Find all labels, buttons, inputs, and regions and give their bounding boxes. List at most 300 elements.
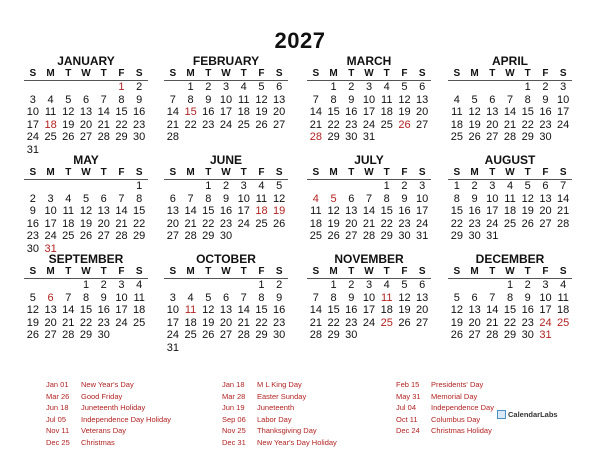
day-cell: 2 (205, 81, 212, 93)
week-row (164, 81, 288, 94)
day-cell: 26 (273, 217, 286, 230)
weekday-label: F (118, 266, 125, 277)
day-cell: 2 (276, 279, 283, 291)
month-august (448, 153, 572, 243)
day-cell: 7 (240, 291, 247, 304)
day-cell: 17 (44, 217, 57, 230)
day-cell: 14 (557, 192, 570, 205)
day-cell: 10 (362, 93, 376, 106)
day-cell: 17 (362, 106, 376, 118)
weekday-label: S (312, 266, 320, 277)
weekday-label: T (383, 68, 390, 79)
weekday-label: M (470, 68, 479, 79)
holiday-name: Veterans Day (81, 426, 127, 435)
day-cell: 17 (219, 106, 233, 118)
day-cell: 7 (187, 192, 194, 205)
day-cell: 7 (100, 93, 107, 106)
day-cell: 21 (309, 316, 322, 329)
day-cell: 3 (118, 279, 125, 291)
weekday-header (24, 167, 148, 180)
day-cell: 27 (273, 118, 286, 131)
day-cell: 17 (166, 316, 179, 329)
weekday-header (164, 266, 288, 279)
day-cell: 24 (362, 118, 376, 131)
day-cell: 1 (187, 81, 194, 93)
day-cell: 25 (380, 316, 393, 329)
day-cell: 14 (237, 304, 250, 316)
weekday-label: F (401, 68, 408, 79)
day-cell: 3 (240, 180, 247, 192)
day-cell: 6 (276, 81, 283, 93)
day-cell: 7 (489, 291, 496, 304)
day-cell: 29 (380, 230, 393, 242)
weekday-label: W (81, 266, 91, 277)
month-name: DECEMBER (475, 252, 545, 266)
empty-cell (253, 342, 271, 355)
day-cell: 29 (327, 131, 340, 143)
day-cell: 12 (202, 304, 215, 316)
weekday-label: S (275, 167, 283, 178)
weekday-label: W (505, 266, 515, 277)
day-cell: 19 (327, 217, 340, 230)
empty-cell (235, 342, 253, 355)
empty-cell (448, 279, 466, 292)
weekday-label: F (258, 167, 265, 178)
holiday-date: Dec 31 (222, 437, 246, 447)
week-row (307, 106, 431, 119)
day-cell: 11 (184, 304, 197, 316)
day-cell: 20 (416, 106, 429, 118)
weekday-header (164, 68, 288, 81)
day-cell: 7 (65, 291, 72, 304)
day-cell: 17 (26, 118, 39, 131)
empty-cell (483, 279, 501, 292)
week-row (307, 329, 431, 342)
day-cell: 1 (524, 81, 531, 93)
day-cell: 7 (365, 192, 373, 205)
day-cell: 18 (309, 217, 322, 230)
month-april (448, 54, 572, 144)
day-cell: 24 (115, 316, 128, 329)
week-row (307, 131, 431, 144)
holiday-item (46, 402, 221, 414)
day-cell: 4 (240, 81, 247, 93)
holiday-name: Independence Day (431, 403, 494, 412)
day-cell: 10 (44, 205, 57, 217)
weekday-label: F (401, 266, 408, 277)
day-cell: 3 (560, 81, 567, 93)
day-cell: 17 (539, 304, 552, 316)
empty-cell (342, 180, 360, 193)
empty-cell (217, 342, 235, 355)
day-cell: 19 (521, 205, 534, 217)
holiday-name: Presidents' Day (431, 380, 484, 389)
weekday-label: T (348, 68, 355, 79)
day-cell: 10 (237, 192, 250, 205)
day-cell: 8 (187, 93, 194, 106)
holiday-name: Juneteenth Holiday (81, 403, 146, 412)
day-cell: 22 (521, 118, 534, 131)
day-cell: 20 (539, 205, 552, 217)
empty-cell (396, 329, 414, 342)
week-row (24, 279, 148, 292)
weekday-label: T (65, 167, 72, 178)
day-cell: 16 (26, 217, 39, 230)
day-cell: 14 (184, 205, 197, 217)
day-cell: 5 (258, 81, 265, 93)
day-cell: 12 (255, 93, 268, 106)
day-cell: 12 (273, 192, 286, 205)
week-row (307, 218, 431, 231)
day-cell: 28 (115, 230, 128, 242)
day-cell: 23 (219, 217, 233, 230)
day-cell: 16 (133, 106, 146, 118)
day-cell: 27 (486, 131, 499, 143)
day-cell: 28 (362, 230, 376, 242)
day-cell: 28 (486, 329, 499, 341)
weekday-label: S (135, 68, 143, 79)
holiday-date: May 31 (396, 391, 421, 401)
day-cell: 2 (29, 192, 36, 205)
day-cell: 2 (542, 81, 549, 93)
week-row (24, 94, 148, 107)
day-cell: 20 (468, 316, 481, 329)
day-cell: 5 (524, 180, 531, 192)
day-cell: 17 (416, 205, 429, 217)
day-cell: 12 (398, 93, 411, 106)
holiday-name: Good Friday (81, 391, 123, 401)
weekday-label: S (275, 266, 283, 277)
empty-cell (217, 279, 235, 292)
empty-cell (164, 81, 182, 94)
day-cell: 12 (521, 192, 534, 205)
day-cell: 3 (542, 279, 549, 291)
day-cell: 10 (539, 291, 552, 304)
holiday-item (396, 379, 571, 391)
day-cell: 16 (398, 205, 411, 217)
week-row (448, 230, 572, 243)
day-cell: 3 (222, 81, 230, 93)
day-cell: 21 (166, 118, 179, 131)
empty-cell (270, 342, 288, 355)
weekday-header (24, 68, 148, 81)
weekday-label: W (221, 68, 231, 79)
day-cell: 17 (486, 205, 499, 217)
empty-cell (182, 279, 200, 292)
day-cell: 5 (276, 180, 283, 192)
holiday-column (46, 379, 221, 448)
day-cell: 14 (62, 304, 75, 316)
day-cell: 29 (450, 230, 463, 242)
day-cell: 15 (115, 106, 128, 118)
day-cell: 21 (237, 316, 250, 329)
weekday-label: W (364, 167, 374, 178)
day-cell: 19 (468, 118, 481, 131)
week-row (24, 81, 148, 94)
day-cell: 25 (44, 131, 57, 143)
day-cell: 22 (255, 316, 268, 329)
day-cell: 17 (557, 106, 570, 118)
empty-cell (519, 230, 537, 243)
day-cell: 10 (486, 192, 499, 205)
day-cell: 12 (450, 304, 463, 316)
day-cell: 18 (557, 304, 570, 316)
holiday-column (222, 379, 397, 448)
day-cell: 14 (486, 304, 499, 316)
day-cell: 25 (503, 217, 517, 230)
day-cell: 30 (133, 131, 146, 143)
day-cell: 10 (26, 106, 39, 118)
day-cell: 20 (97, 217, 110, 230)
day-cell: 15 (202, 205, 215, 217)
weekday-label: T (65, 266, 72, 277)
empty-cell (396, 131, 414, 144)
holiday-name: Columbus Day (431, 414, 481, 424)
day-cell: 19 (26, 316, 39, 329)
weekday-label: T (524, 266, 531, 277)
week-row (307, 317, 431, 330)
weekday-header (448, 266, 572, 279)
week-row (24, 304, 148, 317)
week-row (164, 279, 288, 292)
empty-cell (307, 279, 325, 292)
empty-cell (235, 230, 253, 243)
weekday-label: T (240, 167, 247, 178)
brand-name: CalendarLabs (508, 410, 558, 419)
holiday-date: Jul 05 (46, 414, 67, 424)
day-cell: 2 (348, 81, 355, 93)
day-cell: 21 (184, 217, 197, 230)
day-cell: 22 (79, 316, 93, 329)
week-row (448, 279, 572, 292)
day-cell: 17 (237, 205, 250, 217)
day-cell: 22 (202, 217, 215, 230)
weekday-label: F (258, 68, 265, 79)
day-cell: 3 (169, 291, 176, 304)
week-row (307, 119, 431, 132)
day-cell: 14 (309, 304, 322, 316)
day-cell: 5 (205, 291, 212, 304)
day-cell: 6 (419, 81, 426, 93)
day-cell: 16 (97, 304, 110, 316)
empty-cell (77, 81, 95, 94)
day-cell: 23 (97, 316, 110, 329)
weekday-label: S (135, 266, 143, 277)
day-cell: 13 (166, 205, 179, 217)
weekday-label: T (65, 68, 72, 79)
month-name: OCTOBER (196, 252, 256, 266)
weekday-header (448, 68, 572, 81)
day-cell: 4 (47, 93, 54, 106)
empty-cell (182, 342, 200, 355)
holiday-item (46, 437, 221, 449)
day-cell: 15 (79, 304, 93, 316)
week-row (164, 218, 288, 231)
day-cell: 23 (133, 118, 146, 131)
day-cell: 26 (468, 131, 481, 143)
holiday-item (396, 425, 571, 437)
weekday-label: T (524, 167, 531, 178)
day-cell: 24 (416, 217, 429, 230)
day-cell: 29 (79, 329, 93, 341)
day-cell: 11 (504, 192, 516, 205)
day-cell: 13 (345, 205, 358, 217)
day-cell: 7 (312, 93, 319, 106)
day-cell: 18 (255, 205, 268, 217)
empty-cell (270, 230, 288, 243)
week-row (164, 131, 288, 144)
day-cell: 22 (380, 217, 393, 230)
holiday-name: Thanksgiving Day (257, 426, 317, 435)
day-cell: 4 (383, 81, 390, 93)
day-cell: 16 (539, 106, 552, 118)
day-cell: 11 (381, 93, 393, 106)
day-cell: 11 (62, 205, 74, 217)
empty-cell (130, 329, 148, 342)
weekday-label: T (489, 266, 496, 277)
empty-cell (253, 131, 271, 144)
day-cell: 15 (521, 106, 534, 118)
day-cell: 2 (348, 279, 355, 291)
day-cell: 5 (453, 291, 460, 304)
day-cell: 1 (258, 279, 265, 291)
empty-cell (554, 230, 572, 243)
day-cell: 4 (312, 192, 319, 205)
week-row (448, 94, 572, 107)
day-cell: 26 (398, 316, 411, 329)
day-cell: 2 (100, 279, 107, 291)
weekday-label: M (470, 266, 479, 277)
weekday-label: S (559, 68, 567, 79)
day-cell: 27 (468, 329, 481, 341)
day-cell: 23 (345, 316, 358, 329)
day-cell: 11 (133, 291, 145, 304)
week-row (164, 180, 288, 193)
day-cell: 10 (362, 291, 376, 304)
day-cell: 19 (79, 217, 93, 230)
weekday-label: T (489, 68, 496, 79)
week-row (164, 119, 288, 132)
day-cell: 25 (237, 118, 250, 131)
day-cell: 15 (184, 106, 197, 118)
holiday-item (46, 414, 221, 426)
day-cell: 26 (62, 131, 75, 143)
empty-cell (59, 180, 77, 193)
week-row (307, 304, 431, 317)
day-cell: 31 (486, 230, 499, 242)
weekday-label: F (118, 68, 125, 79)
empty-cell (413, 131, 431, 144)
month-name: JULY (354, 153, 384, 167)
weekday-label: S (418, 167, 426, 178)
empty-cell (325, 180, 343, 193)
day-cell: 10 (557, 93, 570, 106)
holiday-name: Labor Day (257, 414, 292, 424)
day-cell: 27 (97, 230, 110, 242)
weekday-label: T (205, 68, 212, 79)
empty-cell (95, 81, 113, 94)
day-cell: 2 (401, 180, 408, 192)
week-row (448, 106, 572, 119)
day-cell: 23 (539, 118, 552, 131)
day-cell: 7 (118, 192, 125, 205)
day-cell: 18 (450, 118, 463, 131)
day-cell: 3 (365, 81, 373, 93)
day-cell: 9 (29, 205, 36, 217)
holiday-name: Independence Day Holiday (81, 414, 172, 424)
holiday-item (222, 425, 397, 437)
day-cell: 14 (309, 106, 322, 118)
day-cell: 8 (258, 291, 265, 304)
day-cell: 20 (44, 316, 57, 329)
day-cell: 28 (97, 131, 110, 143)
calendar-icon (497, 410, 506, 419)
day-cell: 23 (202, 118, 215, 131)
holiday-date: Nov 25 (222, 426, 246, 435)
day-cell: 28 (184, 230, 197, 242)
day-cell: 8 (330, 291, 337, 304)
holiday-date: Oct 11 (396, 414, 418, 424)
month-july (307, 153, 431, 243)
weekday-label: T (348, 167, 355, 178)
week-row (448, 317, 572, 330)
weekday-label: F (118, 167, 125, 178)
empty-cell (270, 131, 288, 144)
holiday-date: Feb 15 (396, 380, 420, 389)
day-cell: 6 (100, 192, 107, 205)
day-cell: 30 (26, 242, 39, 255)
day-cell: 25 (450, 131, 463, 143)
day-cell: 22 (184, 118, 197, 131)
day-cell: 25 (380, 118, 393, 131)
day-cell: 27 (166, 230, 179, 242)
empty-cell (24, 81, 42, 94)
month-name: SEPTEMBER (48, 252, 124, 266)
day-cell: 19 (62, 118, 75, 131)
day-cell: 30 (521, 329, 534, 341)
day-cell: 19 (398, 106, 411, 118)
day-cell: 28 (309, 131, 322, 143)
day-cell: 13 (416, 93, 429, 106)
day-cell: 27 (539, 217, 552, 230)
day-cell: 9 (222, 192, 230, 205)
week-row (448, 193, 572, 206)
day-cell: 6 (542, 180, 549, 192)
weekday-label: T (240, 266, 247, 277)
day-cell: 24 (166, 329, 179, 341)
day-cell: 14 (362, 205, 376, 217)
holiday-item (222, 379, 397, 391)
weekday-label: M (186, 68, 195, 79)
weekday-label: M (329, 167, 338, 178)
week-row (24, 317, 148, 330)
day-cell: 22 (327, 118, 340, 131)
holiday-date: Mar 26 (46, 391, 70, 401)
day-cell: 20 (416, 304, 429, 316)
day-cell: 21 (486, 316, 499, 329)
day-cell: 8 (118, 93, 125, 106)
day-cell: 10 (166, 304, 179, 316)
weekday-label: W (221, 266, 231, 277)
day-cell: 9 (524, 291, 531, 304)
week-row (307, 94, 431, 107)
day-cell: 24 (362, 316, 376, 329)
day-cell: 13 (79, 106, 93, 118)
day-cell: 12 (79, 205, 93, 217)
day-cell: 7 (560, 180, 567, 192)
week-row (24, 106, 148, 119)
empty-cell (483, 81, 501, 94)
